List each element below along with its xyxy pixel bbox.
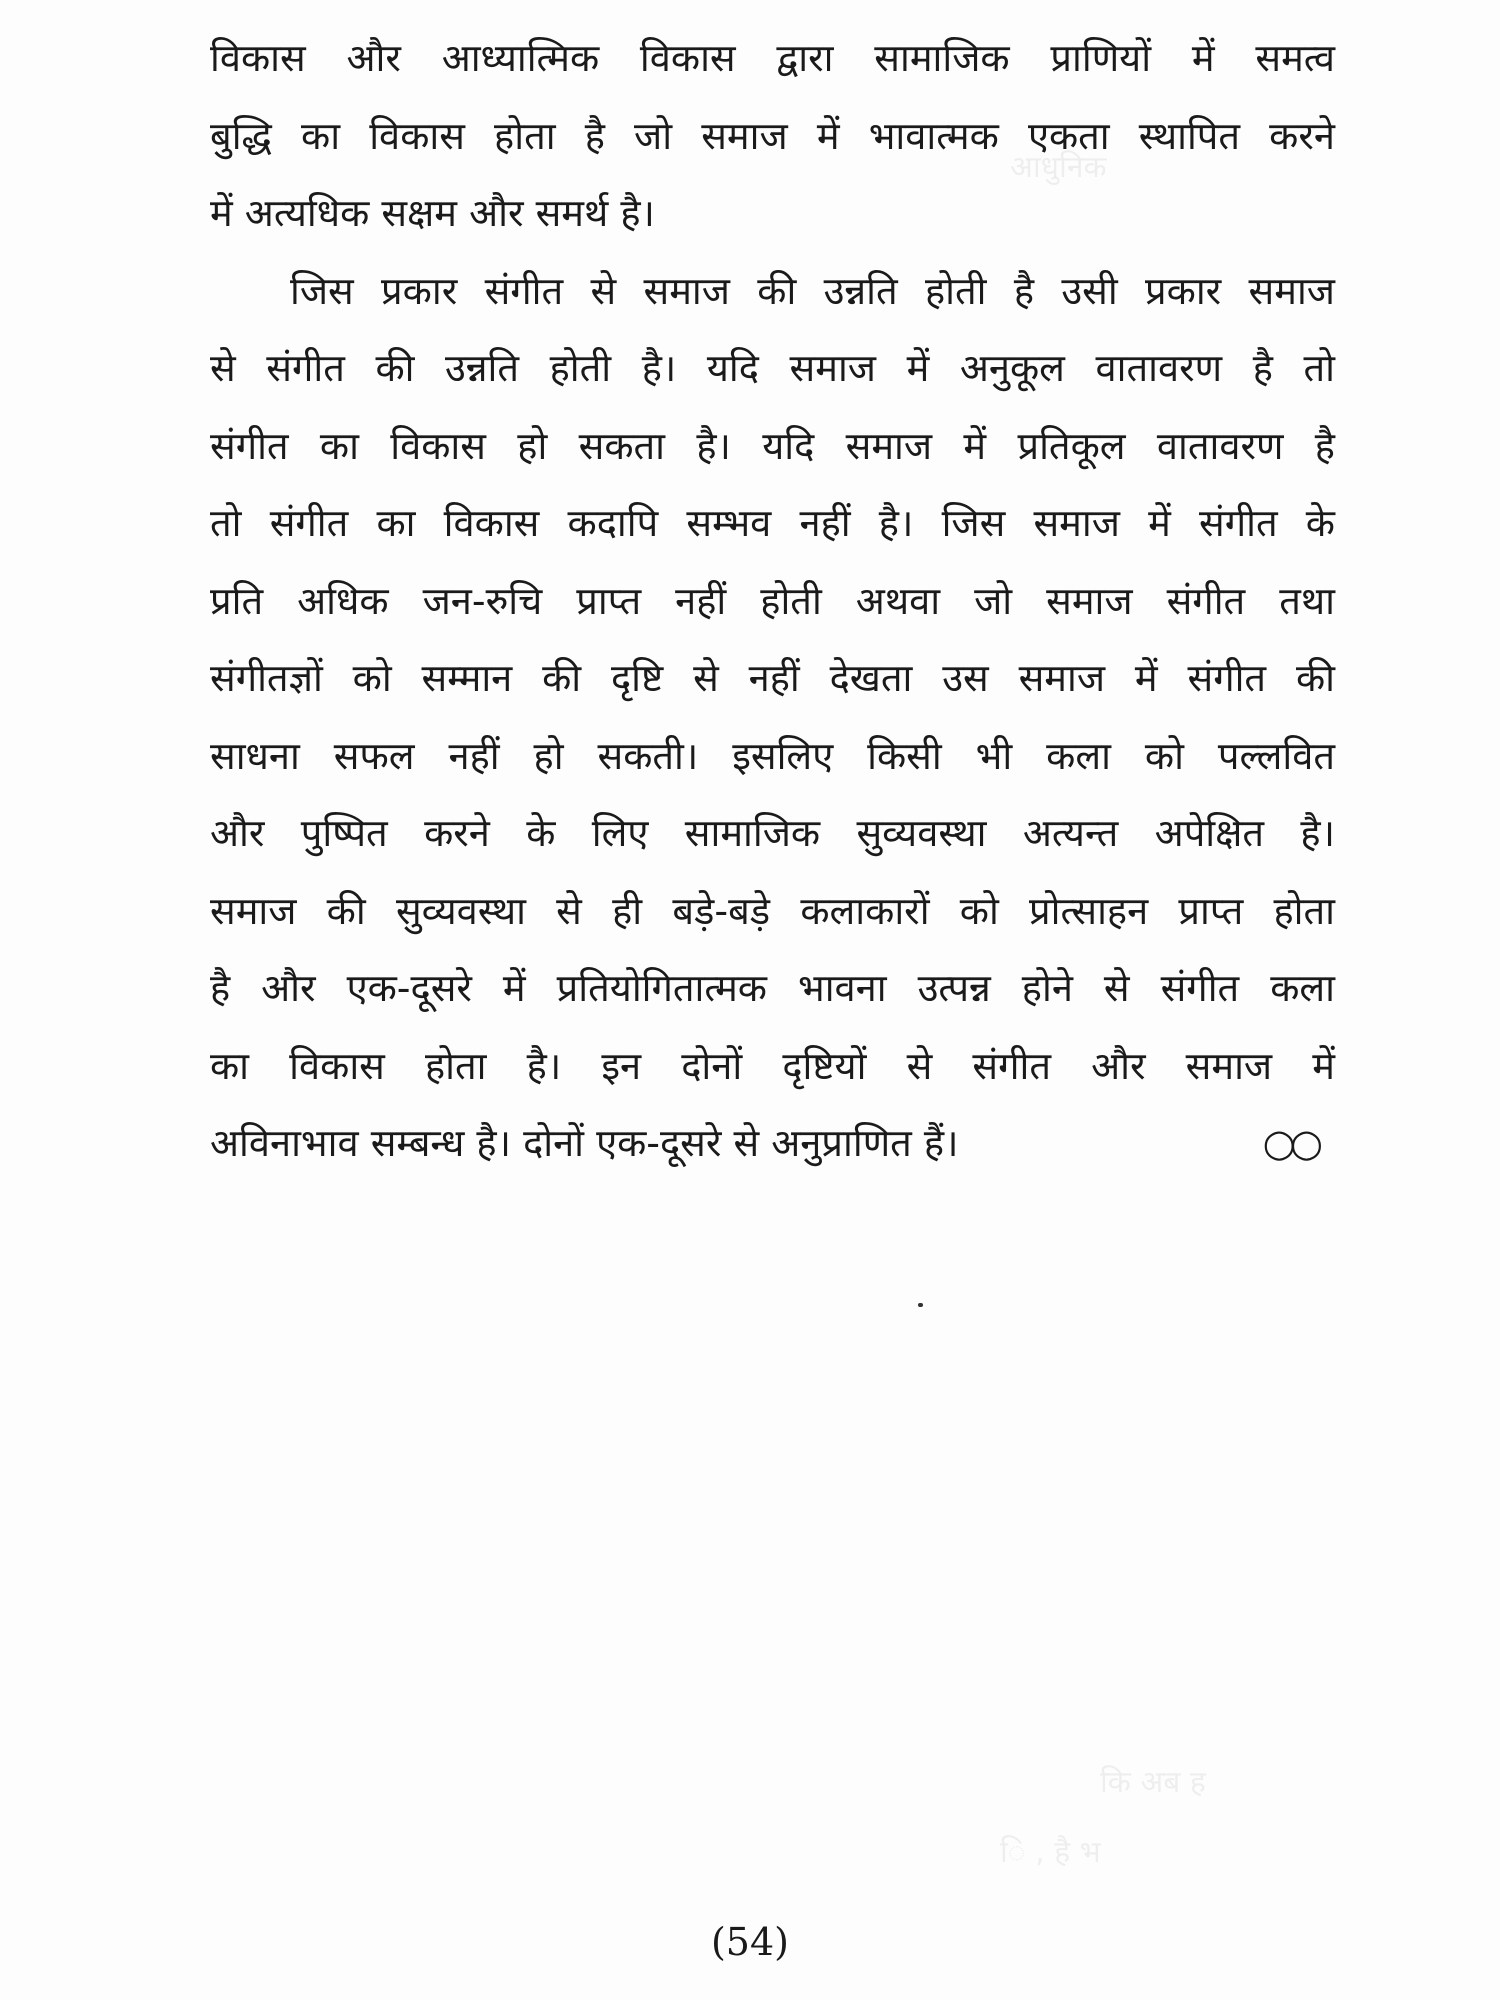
- show-through-text: कि अब ह: [1100, 1765, 1206, 1800]
- page-number: (54): [710, 1920, 789, 1964]
- text-line: प्रति अधिक जन-रुचि प्राप्त नहीं होती अथवा जो समाज संगीत तथा: [210, 578, 1335, 623]
- show-through-text: आधुनिक: [1010, 150, 1107, 185]
- text-line: समाज की सुव्यवस्था से ही बड़े-बड़े कलाकारों को प्रोत्साहन प्राप्त होता: [210, 888, 1335, 933]
- text-line: का विकास होता है। इन दोनों दृष्टियों से संगीत और समाज में: [210, 1043, 1335, 1088]
- body-text: [210, 20, 1335, 1183]
- text-line: बुद्धि का विकास होता है जो समाज में भावात्मक एकता स्थापित करने: [210, 113, 1335, 158]
- text-line: अविनाभाव सम्बन्ध है। दोनों एक-दूसरे से अनुप्राणित हैं।: [210, 1121, 959, 1165]
- text-line: संगीतज्ञों को सम्मान की दृष्टि से नहीं देखता उस समाज में संगीत की: [210, 656, 1335, 700]
- end-mark-circles-icon: ○○: [1262, 1121, 1317, 1165]
- ink-speck: [918, 1303, 923, 1307]
- text-line: साधना सफल नहीं हो सकती। इसलिए किसी भी कला को पल्लवित: [210, 733, 1335, 778]
- final-line-row: [210, 1105, 1335, 1183]
- text-line: में अत्यधिक सक्षम और समर्थ है।: [210, 191, 655, 235]
- show-through-text: ि , है भ: [1000, 1835, 1101, 1870]
- text-line: विकास और आध्यात्मिक विकास द्वारा सामाजिक प्राणियों में समत्व: [210, 36, 1335, 80]
- text-line: और पुष्पित करने के लिए सामाजिक सुव्यवस्था अत्यन्त अपेक्षित है।: [210, 811, 1335, 855]
- text-line: तो संगीत का विकास कदापि सम्भव नहीं है। जिस समाज में संगीत के: [210, 501, 1335, 545]
- text-line: है और एक-दूसरे में प्रतियोगितात्मक भावना उत्पन्न होने से संगीत कला: [210, 966, 1335, 1010]
- text-line: से संगीत की उन्नति होती है। यदि समाज में अनुकूल वातावरण है तो: [210, 346, 1335, 390]
- paragraph-start-line: जिस प्रकार संगीत से समाज की उन्नति होती है उसी प्रकार समाज: [290, 268, 1335, 313]
- text-line: संगीत का विकास हो सकता है। यदि समाज में प्रतिकूल वातावरण है: [210, 423, 1335, 468]
